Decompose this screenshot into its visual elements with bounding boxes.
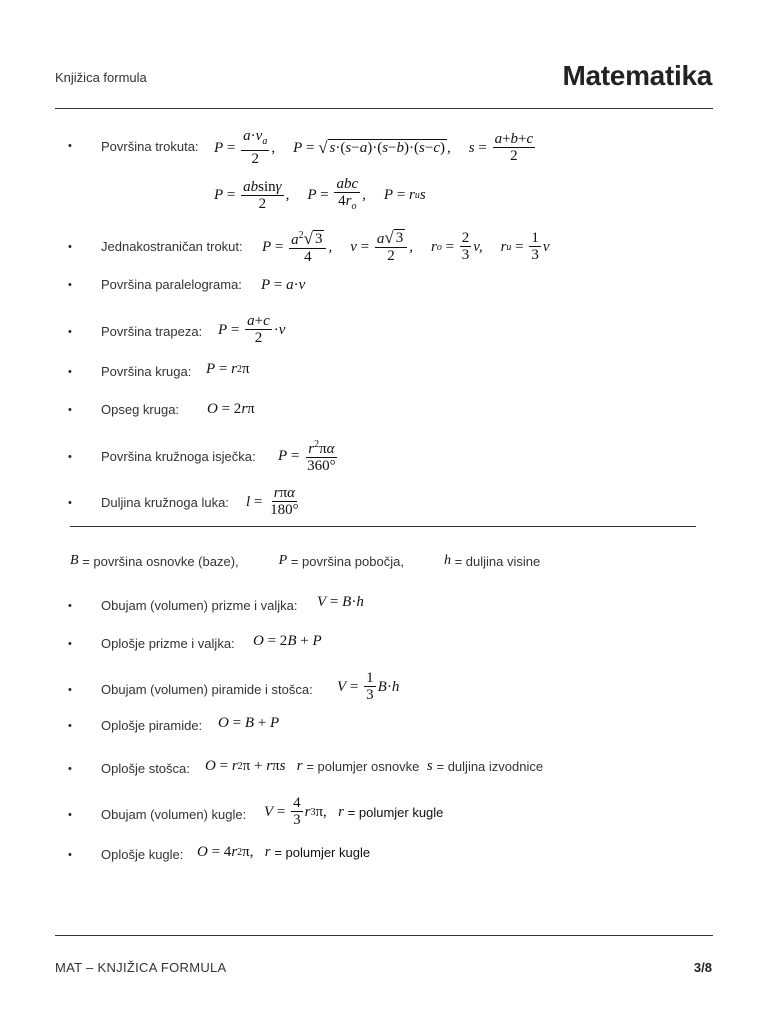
formula-sphere-volume: V = $\frac{4}{3}$ r 3 π, r = polumjer kugle <box>264 795 444 828</box>
formula-prism-surface: O = 2 B + P <box>253 633 322 649</box>
formula-parallelogram-area: P = a · v <box>261 277 306 293</box>
formula-pyramid-volume: V = $\frac{1}{3}$ B · h <box>337 670 400 703</box>
cone-slant-note: = duljina izvodnice <box>436 759 544 774</box>
label-triangle-area: Površina trokuta: <box>101 139 199 154</box>
page-number: 3/8 <box>693 960 712 975</box>
bullet: • <box>68 241 72 253</box>
formula-pyramid-surface: O = B + P <box>218 715 280 731</box>
formula-sphere-surface: O = 4 r 2 π, r = polumjer kugle <box>197 844 371 860</box>
formula-triangle-area: P = $\frac{a\cdot v_a}{2}$ , P = √ s·(s−a)·(s−b)·(s−c) , s = $\frac{a+b+c}{2}$ <box>214 128 534 167</box>
bullet: • <box>68 404 72 416</box>
booklet-title: Knjižica formula <box>55 70 147 85</box>
label-arc-length: Duljina kružnoga luka: <box>101 495 229 510</box>
label-sector-area: Površina kružnoga isječka: <box>101 449 256 464</box>
label-trapezoid-area: Površina trapeza: <box>101 324 203 339</box>
section-divider <box>70 526 696 527</box>
subject-title: Matematika <box>562 60 712 91</box>
cone-radius-note: = polumjer osnovke <box>306 759 420 774</box>
footer-divider <box>55 935 713 936</box>
label-circle-area: Površina kruga: <box>101 364 192 379</box>
legend-line: B = površina osnovke (baze), P = površina pobočja, h = duljina visine <box>70 553 541 569</box>
legend-lateral: = površina pobočja, <box>290 553 404 569</box>
label-prism-surface: Oplošje prizme i valjka: <box>101 636 235 651</box>
bullet: • <box>68 763 72 775</box>
sphere-radius-note: = polumjer kugle <box>347 804 444 820</box>
bullet: • <box>68 684 72 696</box>
legend-height: = duljina visine <box>454 553 541 569</box>
formula-arc-length: l = $\frac{\text{rπα}}{180^\circ}$ <box>246 485 299 518</box>
label-equilateral-triangle: Jednakostraničan trokut: <box>101 239 243 254</box>
formula-triangle-area-2: P = $\frac{absin\gamma}{2}$ , P = $\frac{\text{abc}}{4r_o}$ , P = r u s <box>214 176 426 212</box>
formula-sector-area: P = $\frac{r^2\pi\alpha}{360^\circ}$ <box>278 439 336 474</box>
legend-base: = površina osnovke (baze), <box>82 553 239 569</box>
bullet: • <box>68 638 72 650</box>
label-prism-volume: Obujam (volumen) prizme i valjka: <box>101 598 298 613</box>
label-sphere-surface: Oplošje kugle: <box>101 847 184 862</box>
label-pyramid-volume: Obujam (volumen) piramide i stošca: <box>101 682 313 697</box>
header-divider <box>55 108 713 109</box>
label-cone-surface: Oplošje stošca: <box>101 761 190 776</box>
formula-cone-surface: O = r 2 π + r π s r = polumjer osnovke s = duljina izvodnice <box>205 758 544 774</box>
bullet: • <box>68 497 72 509</box>
formula-equilateral-triangle: P = $a^2$ √ 3 4 , v = a √ 3 2 , r o = $\frac{2}{3}$ v, r u = $\frac{1}{3}$ v <box>262 228 550 265</box>
bullet: • <box>68 279 72 291</box>
bullet: • <box>68 366 72 378</box>
sphere-radius-note-2: = polumjer kugle <box>274 845 371 860</box>
label-sphere-volume: Obujam (volumen) kugle: <box>101 807 247 822</box>
label-pyramid-surface: Oplošje piramide: <box>101 718 203 733</box>
bullet: • <box>68 720 72 732</box>
formula-circle-circumference: O = 2 r π <box>207 401 255 417</box>
footer-title: MAT – KNJIŽICA FORMULA <box>55 960 227 975</box>
formula-circle-area: P = r 2 π <box>206 361 250 377</box>
bullet: • <box>68 600 72 612</box>
bullet: • <box>68 326 72 338</box>
bullet: • <box>68 809 72 821</box>
bullet: • <box>68 849 72 861</box>
bullet: • <box>68 140 72 152</box>
bullet: • <box>68 451 72 463</box>
formula-prism-volume: V = B · h <box>317 594 364 610</box>
label-circle-circumference: Opseg kruga: <box>101 402 180 417</box>
label-parallelogram-area: Površina paralelograma: <box>101 277 242 292</box>
formula-trapezoid-area: P = $\frac{a+c}{2}$ · v <box>218 313 286 346</box>
